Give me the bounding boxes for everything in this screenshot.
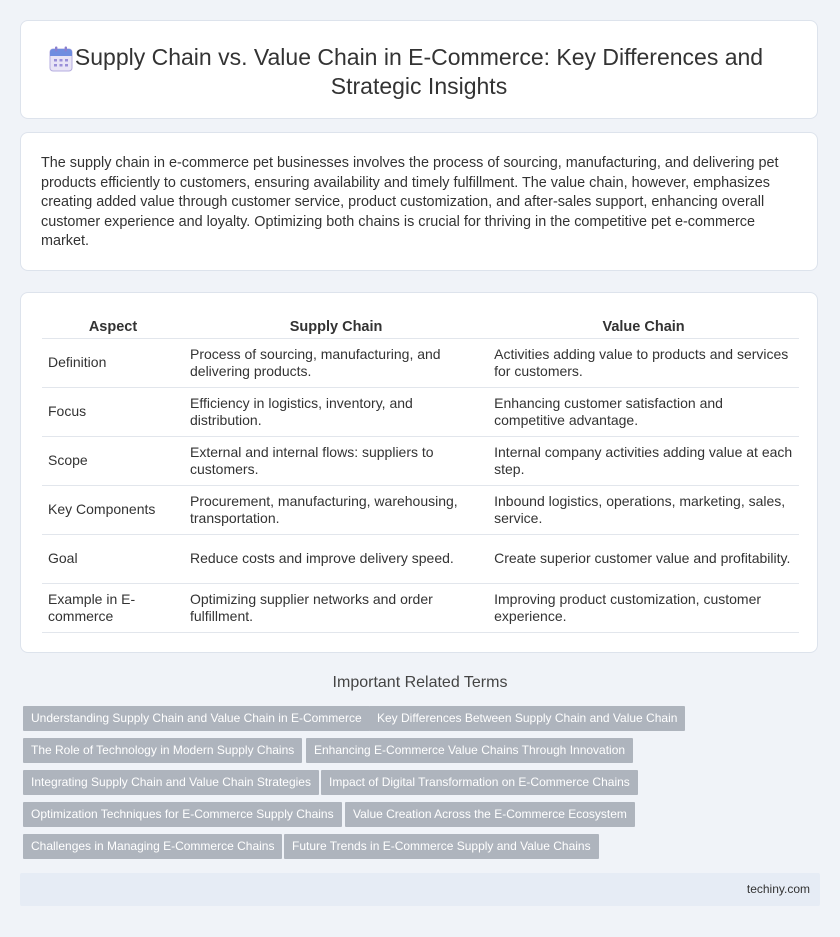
row-supply-chain: External and internal flows: suppliers to customers.: [184, 437, 488, 486]
intro-paragraph: The supply chain in e-commerce pet businesses involves the process of sourcing, manufacturing, and delivering pet products efficiently to customers, ensuring availability and timely fulfillment. The value chain, however, emphasizes creating added value through customer service, product customization, and after-sales support, enhancing overall customer experience and loyalty. Optimizing both chains is crucial for thriving in the competitive pet e-commerce market.: [41, 155, 779, 250]
table-row: [42, 584, 799, 633]
page-title: Supply Chain vs. Value Chain in E-Commerce: Key Differences and Strategic Insights: [74, 44, 764, 99]
header-value-chain: Value Chain: [488, 314, 799, 339]
row-aspect: Definition: [42, 339, 184, 388]
table-header-row: [42, 314, 799, 339]
related-term-tag[interactable]: Future Trends in E-Commerce Supply and Value Chains: [284, 834, 599, 859]
row-value-chain: Internal company activities adding value at each step.: [488, 437, 799, 486]
related-term-tag[interactable]: Understanding Supply Chain and Value Chain in E-Commerce: [23, 706, 370, 731]
row-value-chain: Improving product customization, customer experience.: [488, 584, 799, 633]
related-term-tag[interactable]: Impact of Digital Transformation on E-Commerce Chains: [321, 770, 638, 795]
row-value-chain: Create superior customer value and profitability.: [488, 535, 799, 584]
comparison-table: [42, 314, 799, 633]
related-term-tag[interactable]: Value Creation Across the E-Commerce Ecosystem: [345, 802, 635, 827]
row-supply-chain: Reduce costs and improve delivery speed.: [184, 535, 488, 584]
row-supply-chain: Procurement, manufacturing, warehousing, transportation.: [184, 486, 488, 535]
header-supply-chain: Supply Chain: [184, 314, 488, 339]
row-value-chain: Activities adding value to products and services for customers.: [488, 339, 799, 388]
related-term-tag[interactable]: Challenges in Managing E-Commerce Chains: [23, 834, 282, 859]
row-aspect: Key Components: [42, 486, 184, 535]
related-term-tag[interactable]: Key Differences Between Supply Chain and Value Chain: [369, 706, 685, 731]
footer: [20, 873, 820, 906]
row-value-chain: Inbound logistics, operations, marketing, sales, service.: [488, 486, 799, 535]
row-aspect: Goal: [42, 535, 184, 584]
table-row: [42, 535, 799, 584]
row-supply-chain: Efficiency in logistics, inventory, and distribution.: [184, 388, 488, 437]
related-term-tag[interactable]: The Role of Technology in Modern Supply Chains: [23, 738, 302, 763]
related-term-tag[interactable]: Integrating Supply Chain and Value Chain Strategies: [23, 770, 319, 795]
header-aspect: Aspect: [42, 314, 184, 339]
table-row: [42, 437, 799, 486]
related-terms-title: Important Related Terms: [332, 674, 508, 691]
related-term-tag[interactable]: Enhancing E-Commerce Value Chains Through Innovation: [306, 738, 633, 763]
row-value-chain: Enhancing customer satisfaction and competitive advantage.: [488, 388, 799, 437]
header-card: [20, 20, 818, 119]
table-row: [42, 388, 799, 437]
row-supply-chain: Process of sourcing, manufacturing, and delivering products.: [184, 339, 488, 388]
table-row: [42, 486, 799, 535]
row-supply-chain: Optimizing supplier networks and order fulfillment.: [184, 584, 488, 633]
intro-card: [20, 132, 818, 271]
row-aspect: Scope: [42, 437, 184, 486]
table-row: [42, 339, 799, 388]
footer-site-link[interactable]: techiny.com: [746, 882, 810, 896]
row-aspect: Focus: [42, 388, 184, 437]
row-aspect: Example in E-commerce: [42, 584, 184, 633]
comparison-card: [20, 292, 818, 653]
related-term-tag[interactable]: Optimization Techniques for E-Commerce Supply Chains: [23, 802, 342, 827]
